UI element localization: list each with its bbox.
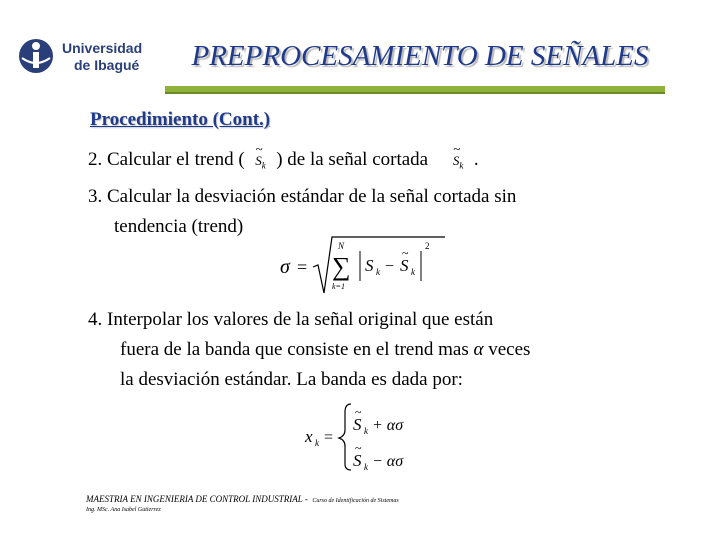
step-3-line1: 3. Calcular la desviación estándar de la señal cortada sin [88,186,517,207]
logo-line2: de Ibagué [74,57,140,73]
signal-symbol: ~ $S_k$ [447,146,469,181]
band-equals: = [324,429,334,446]
logo-line1: Universidad [62,40,143,56]
tilde-lower: ~ [355,441,362,455]
footer-author: Ing. MSc. Ana Isabel Gutierrez [86,507,161,513]
step-3-line2: tendencia (trend) [114,216,244,237]
sk-term: S [365,256,374,275]
footer-program-text: MAESTRIA EN INGENIERIA DE CONTROL INDUSTRIAL - [86,494,308,504]
sk-tilde-subscript: k [411,267,415,277]
std-deviation-equation [280,235,450,297]
tilde-upper: ~ [355,405,362,419]
step-3 [88,182,688,242]
alpha-symbol: α [473,339,484,360]
step-4-line2-b: veces [488,339,531,360]
footer-program [86,494,399,504]
step-4-line2 [88,335,688,365]
band-upper-plus: + ασ [372,417,404,434]
step-2-text-b: ) de la señal cortada [276,149,429,170]
section-heading: Procedimiento (Cont.) [90,109,271,130]
band-equation [305,400,435,472]
logo-text [62,40,142,74]
step-4 [88,305,688,395]
xk-term: x [305,427,313,446]
minus-sign: − [385,258,395,275]
band-lower-minus: − ασ [372,453,404,470]
sum-upper-limit: N [338,241,345,251]
sigma-symbol: σ [280,256,290,278]
step-4-line2-a: fuera de la banda que consiste en el trend mas [120,339,469,360]
sk-tilde-term: S [400,256,409,275]
tilde-mark: ~ [402,246,409,260]
band-upper-sk: S [353,415,362,434]
step-2-text-a: 2. Calcular el trend ( [88,149,245,170]
footer-course: Curso de Identificación de Sistemas [312,498,399,504]
summation-symbol: ∑ [332,252,351,281]
sum-lower-limit: k=1 [332,282,345,291]
xk-subscript: k [315,438,319,448]
step-2-text-c: . [473,149,479,170]
band-upper-sub: k [364,426,368,436]
left-brace [339,404,351,470]
sk-subscript: k [376,267,380,277]
band-lower-sub: k [364,462,368,472]
step-2 [88,145,479,181]
equals-sign: = [297,257,308,277]
university-emblem-icon [16,38,56,74]
university-logo [16,38,143,78]
power-two: 2 [425,241,430,251]
title-divider [165,86,665,94]
step-4-line1: 4. Interpolar los valores de la señal original que están [88,309,494,330]
slide-title: PREPROCESAMIENTO DE SEÑALES [191,40,649,72]
band-lower-sk: S [353,451,362,470]
step-4-line3: la desviación estándar. La banda es dada por: [120,369,463,390]
trend-symbol: ~ $S_k$ [249,146,271,181]
